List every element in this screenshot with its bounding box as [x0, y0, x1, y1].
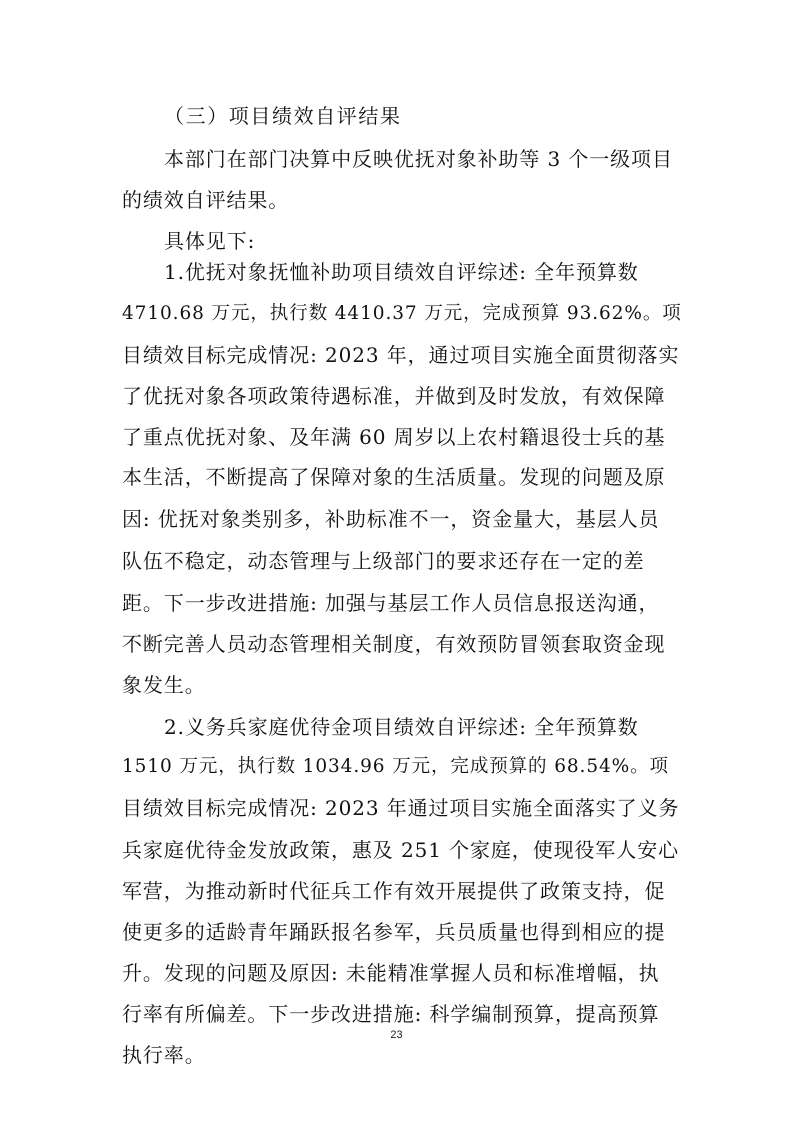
paragraph-line: 本生活，不断提高了保障对象的生活质量。发现的问题及原	[122, 465, 666, 489]
paragraph-line: 距。下一步改进措施: 加强与基层工作人员信息报送沟通，	[122, 591, 660, 615]
section-heading: （三）项目绩效自评结果	[164, 104, 402, 128]
paragraph-line: 因: 优抚对象类别多，补助标准不一，资金量大，基层人员	[122, 507, 660, 531]
paragraph-line: 军营，为推动新时代征兵工作有效开展提供了政策支持，促	[122, 879, 666, 903]
paragraph-line: 目绩效目标完成情况: 2023 年通过项目实施全面落实了义务	[122, 796, 680, 820]
paragraph-line: 4710.68 万元，执行数 4410.37 万元，完成预算 93.62%。项	[122, 303, 682, 324]
paragraph-line: 象发生。	[122, 673, 206, 697]
paragraph-line: 1.优抚对象抚恤补助项目绩效自评综述: 全年预算数	[164, 260, 639, 284]
paragraph-line: 执行率。	[122, 1043, 206, 1067]
paragraph-line: 使更多的适龄青年踊跃报名参军，兵员质量也得到相应的提	[122, 920, 666, 944]
paragraph-line: 行率有所偏差。下一步改进措施: 科学编制预算，提高预算	[122, 1002, 660, 1026]
paragraph-line: 1510 万元，执行数 1034.96 万元，完成预算的 68.54%。项	[122, 756, 669, 777]
paragraph-line: 队伍不稳定，动态管理与上级部门的要求还存在一定的差	[122, 549, 645, 573]
paragraph-line: 的绩效自评结果。	[122, 188, 290, 212]
paragraph-line: 目绩效目标完成情况: 2023 年，通过项目实施全面贯彻落实	[122, 343, 680, 367]
page-number: 23	[390, 1029, 403, 1041]
paragraph-line: 具体见下:	[164, 229, 256, 253]
paragraph-line: 不断完善人员动态管理相关制度，有效预防冒领套取资金现	[122, 632, 666, 656]
paragraph-line: 了重点优抚对象、及年满 60 周岁以上农村籍退役士兵的基	[122, 425, 666, 449]
paragraph-line: 本部门在部门决算中反映优抚对象补助等 3 个一级项目	[164, 147, 673, 171]
paragraph-line: 了优抚对象各项政策待遇标准，并做到及时发放，有效保障	[122, 384, 666, 408]
paragraph-line: 升。发现的问题及原因: 未能精准掌握人员和标准增幅，执	[122, 961, 660, 985]
paragraph-line: 兵家庭优待金发放政策，惠及 251 个家庭，使现役军人安心	[122, 838, 679, 862]
paragraph-line: 2.义务兵家庭优待金项目绩效自评综述: 全年预算数	[164, 715, 639, 739]
